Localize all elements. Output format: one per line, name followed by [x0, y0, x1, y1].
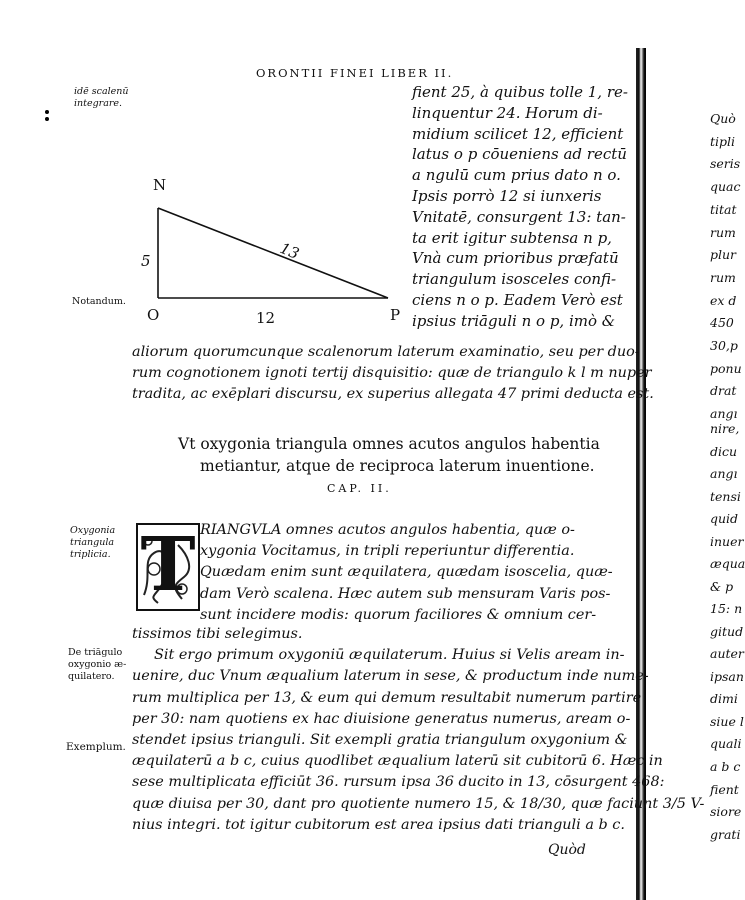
- text-line: xygonia Vocitamus, in tripli reperiuntur differentia.: [200, 543, 575, 560]
- text-line: nius integri. tot igitur cubitorum est area ipsius dati trianguli a b c.: [132, 816, 625, 833]
- text-line: stendet ipsius trianguli. Sit exempli gratia triangulum oxygonium &: [132, 731, 628, 748]
- catchword: Quòd: [548, 842, 586, 858]
- fragment: plur: [710, 247, 737, 263]
- fragment: fient: [710, 781, 739, 797]
- fragment: a b c: [710, 759, 741, 774]
- side-np-label: 13: [277, 239, 302, 263]
- text-line: per 30: nam quotiens ex hac diuisione generatus numerus, aream o-: [132, 710, 631, 727]
- text-line: Vnà cum prioribus præfatū: [412, 249, 619, 268]
- fragment: dimi: [710, 691, 738, 706]
- text-line: latus o p cōueniens ad rectū: [412, 145, 627, 164]
- ink-dot: [45, 117, 49, 121]
- fragment: dicu: [710, 443, 738, 459]
- margin-note-integrare: idē scalenū integrare.: [74, 86, 129, 109]
- body-text-block: [132, 626, 704, 838]
- fragment: ponu: [710, 360, 742, 376]
- text-line: RIANGVLA omnes acutos angulos habentia, quæ o-: [200, 522, 575, 538]
- text-line: rum multiplica per 13, & eum qui demum resultabit numerum partire: [132, 689, 642, 706]
- vertex-o-label: O: [147, 306, 160, 324]
- fragment: drat: [710, 383, 737, 399]
- fragment: ex d: [710, 292, 737, 308]
- text-line: Sit ergo primum oxygoniū æquilaterum. Huius si Velis aream in-: [154, 647, 625, 664]
- fragment: 15: n: [710, 601, 743, 616]
- fragment: rum: [710, 269, 736, 285]
- facing-page-text: [700, 100, 745, 900]
- text-line: rum cognotionem ignoti tertij disquisitio: quæ de triangulo k l m nuper: [132, 365, 652, 381]
- fragment: æqua: [710, 556, 745, 571]
- chapter-title-line-1: Vt oxygonia triangula omnes acutos angulos habentia: [178, 435, 600, 453]
- fragment: grati: [710, 826, 741, 842]
- text-line: triangulum isosceles confi-: [412, 270, 617, 289]
- side-np-line: [158, 208, 388, 298]
- side-op-label: 12: [256, 309, 276, 327]
- text-line: aliorum quorumcunque scalenorum laterum examinatio, seu per duo-: [132, 344, 640, 360]
- margin-note-notandum: Notandum.: [72, 296, 126, 307]
- fragment: rum: [710, 224, 736, 240]
- text-line: sese multiplicata efficiūt 36. rursum ipsa 36 ducito in 13, cōsurgent 468:: [132, 774, 665, 791]
- text-line: fient 25, à quibus tolle 1, re-: [412, 83, 628, 101]
- fragment: quac: [710, 179, 741, 195]
- running-header: ORONTII FINEI LIBER II.: [256, 66, 454, 80]
- margin-note-exemplum: Exemplum.: [66, 741, 126, 753]
- fragment: Quò: [710, 111, 736, 126]
- text-line: æquilaterū a b c, cuius quodlibet æqualium laterū sit cubitorū 6. Hæc in: [132, 753, 663, 770]
- text-line: quæ diuisa per 30, dant pro quotiente numero 15, & 18/30, quæ faciunt 3/5 V-: [132, 795, 705, 812]
- text-line: a ngulū cum prius dato n o.: [412, 166, 621, 185]
- fragment: quali: [710, 736, 742, 751]
- fragment: 450: [710, 315, 734, 331]
- full-width-block-1: [132, 344, 654, 407]
- fragment: ipsan: [710, 668, 744, 684]
- text-line: tradita, ac exēplari discursu, ex superius allegata 47 primi deducta est.: [132, 386, 654, 402]
- text-line: ta erit igitur subtensa n p,: [412, 228, 612, 247]
- fragment: & p: [710, 578, 734, 594]
- text-line: dam Verò scalena. Hæc autem sub mensuram Varis pos-: [200, 585, 611, 602]
- vertex-n-label: N: [153, 176, 167, 194]
- text-line: tissimos tibi selegimus.: [132, 626, 303, 642]
- text-line: sunt incidere modis: quorum faciliores & omnium cer-: [200, 606, 597, 623]
- side-no-label: 5: [141, 252, 151, 270]
- vertex-p-label: P: [390, 306, 401, 324]
- fragment: titat: [710, 201, 737, 217]
- fragment: angı: [710, 466, 738, 481]
- text-line: Vnitatē, consurgent 13: tan-: [412, 207, 626, 226]
- fragment: 30,p: [710, 338, 738, 354]
- fragment: siore: [710, 804, 742, 819]
- fragment: auter: [710, 646, 744, 661]
- margin-note-aequilatero: De triāgulo oxygonio æ- quilatero.: [68, 647, 127, 682]
- fragment: seris: [710, 156, 741, 172]
- text-line: uenire, duc Vnum æqualium laterum in sese, & productum inde nume-: [132, 668, 649, 685]
- text-line: midium scilicet 12, efficient: [412, 124, 624, 143]
- fragment: gitud: [710, 623, 744, 639]
- text-line: Quædam enim sunt æquilatera, quædam isosceliа, quæ-: [200, 564, 613, 581]
- chapter-label: CAP. II.: [327, 482, 392, 495]
- fragment: tipli: [710, 133, 736, 149]
- ink-dot: [45, 110, 49, 114]
- margin-note-oxygonia: Oxygonia triangula triplicia.: [70, 525, 116, 560]
- text-line: ciens n o p. Eadem Verò est: [412, 290, 623, 309]
- fragment: nire,: [710, 421, 740, 436]
- fragment: siue l: [710, 713, 744, 729]
- text-line: ipsius triāguli n o p, imò &: [412, 311, 616, 330]
- fragment: inuer: [710, 533, 744, 549]
- text-line: Ipsis porrò 12 si iunxeris: [412, 186, 602, 205]
- decorated-initial: [136, 523, 200, 611]
- dropcap-letter: T: [140, 522, 196, 608]
- chapter-title-line-2: metiantur, atque de reciproca laterum inuentione.: [200, 457, 595, 475]
- fragment: quid: [710, 511, 739, 526]
- upper-column: [412, 84, 628, 334]
- fragment: angı: [710, 406, 738, 422]
- text-line: linquentur 24. Horum di-: [412, 103, 603, 122]
- dropcap-text-block: [200, 522, 613, 628]
- fragment: tensi: [710, 488, 741, 504]
